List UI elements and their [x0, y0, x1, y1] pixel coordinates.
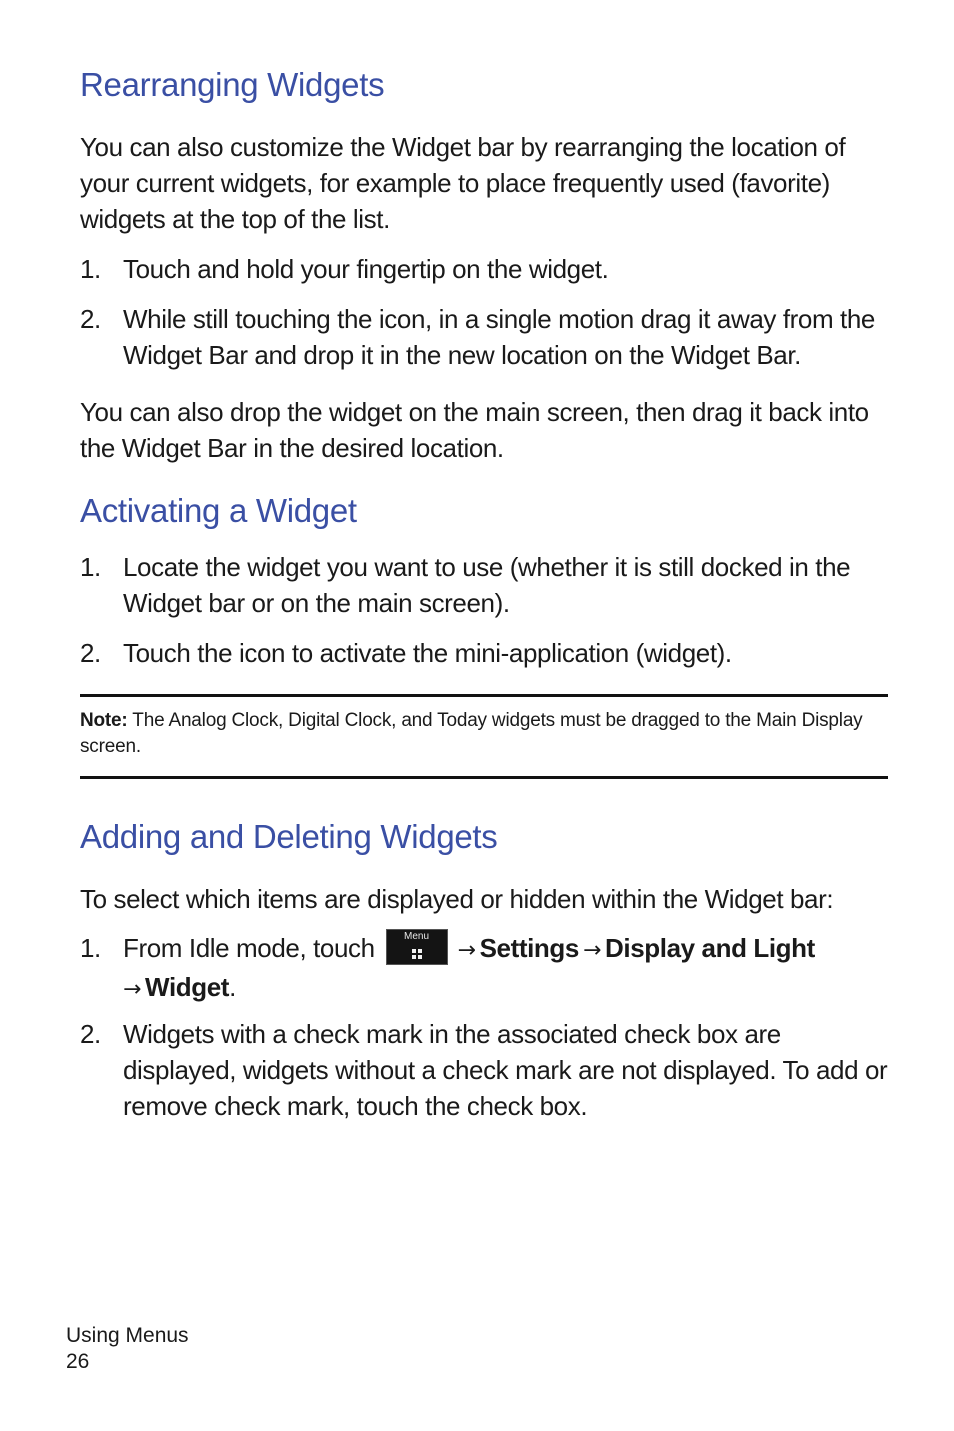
paragraph-rearranging-intro: You can also customize the Widget bar by rearranging the location of your current widgets, for example to place frequently used (favorite) widgets at the top of the list. — [80, 132, 846, 234]
list-number: 2. — [80, 304, 101, 334]
note-box — [80, 708, 888, 760]
menu-path-settings: Settings — [479, 933, 579, 963]
step-lead-text: From Idle mode, touch — [123, 933, 375, 963]
list-text — [123, 930, 892, 1008]
list-number: 2. — [80, 1019, 101, 1049]
list-text: Widgets with a check mark in the associated check box are displayed, widgets without a check mark are not displayed. To add or remove check mark, touch the check box. — [123, 1019, 888, 1121]
menu-path-widget: Widget — [145, 972, 230, 1002]
list-text: Locate the widget you want to use (whether it is still docked in the Widget bar or on the main screen). — [123, 552, 851, 618]
list-number: 1. — [80, 254, 101, 284]
heading-activating-widget: Activating a Widget — [80, 492, 357, 529]
list-number: 1. — [80, 933, 101, 963]
paragraph-adding-intro: To select which items are displayed or hidden within the Widget bar: — [80, 884, 834, 914]
note-top-rule — [80, 694, 888, 697]
heading-adding-deleting-widgets: Adding and Deleting Widgets — [80, 818, 498, 855]
heading-rearranging-widgets: Rearranging Widgets — [80, 66, 385, 103]
note-label: Note: — [80, 710, 128, 731]
list-text: While still touching the icon, in a single motion drag it away from the Widget Bar and drop it in the new location on the Widget Bar. — [123, 304, 875, 370]
arrow-right-icon: → — [123, 977, 142, 1002]
menu-path-display-and-light: Display and Light — [605, 933, 815, 963]
footer-chapter: Using Menus — [66, 1324, 189, 1347]
list-text: Touch the icon to activate the mini-application (widget). — [123, 638, 732, 668]
grid-icon — [412, 949, 423, 960]
menu-key-label: Menu — [404, 931, 430, 943]
note-bottom-rule — [80, 776, 888, 779]
menu-key-icon — [386, 929, 448, 965]
list-number: 2. — [80, 638, 101, 668]
note-text: The Analog Clock, Digital Clock, and Today widgets must be dragged to the Main Display screen. — [80, 710, 863, 757]
step-period: . — [229, 972, 236, 1002]
paragraph-rearranging-outro: You can also drop the widget on the main screen, then drag it back into the Widget Bar in the desired location. — [80, 397, 869, 463]
list-text: Touch and hold your fingertip on the widget. — [123, 254, 609, 284]
arrow-right-icon: → — [457, 938, 476, 963]
arrow-right-icon: → — [582, 938, 602, 963]
list-number: 1. — [80, 552, 101, 582]
footer-page-number: 26 — [66, 1350, 90, 1373]
